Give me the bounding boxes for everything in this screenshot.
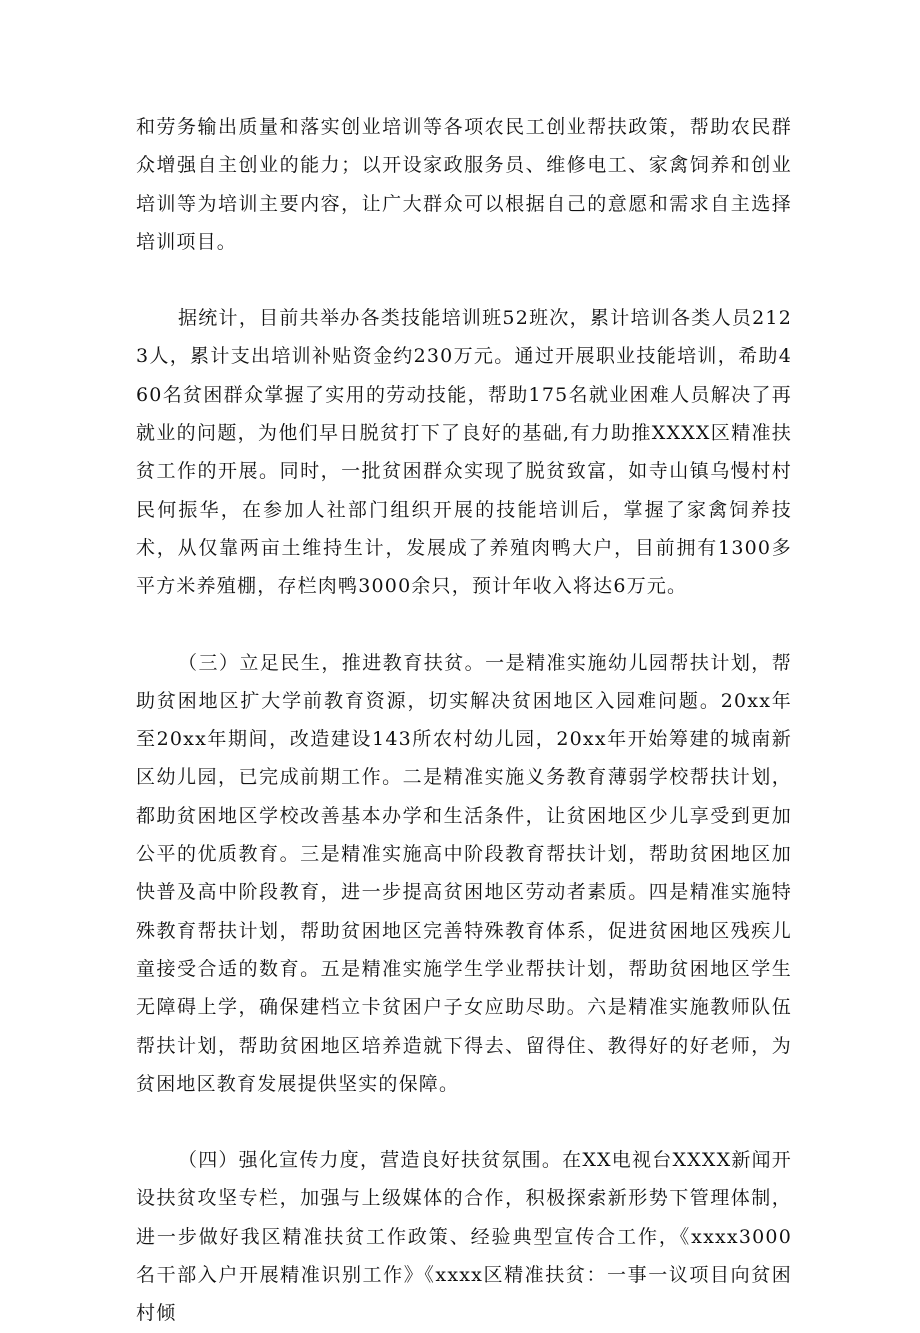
paragraph-gap — [136, 261, 792, 299]
document-body — [136, 108, 792, 1333]
paragraph-gap — [136, 1103, 792, 1141]
paragraph-gap — [136, 606, 792, 644]
paragraph-education-poverty: （三）立足民生，推进教育扶贫。一是精准实施幼儿园帮扶计划，帮助贫困地区扩大学前教育资源，切实解决贫困地区入园难问题。20xx年至20xx年期间，改造建设143所农村幼儿园，20xx年开始筹建的城南新区幼儿园，已完成前期工作。二是精准实施义务教育薄弱学校帮扶计划，都助贫困地区学校改善基本办学和生活条件，让贫困地区少儿享受到更加公平的优质教育。三是精准实施高中阶段教育帮扶计划，帮助贫困地区加快普及高中阶段教育，进一步提高贫困地区劳动者素质。四是精准实施特殊教育帮扶计划，帮助贫困地区完善特殊教育体系，促进贫困地区残疾儿童接受合适的数育。五是精准实施学生学业帮扶计划，帮助贫困地区学生无障碍上学，确保建档立卡贫困户子女应助尽助。六是精准实施教师队伍帮扶计划，帮助贫困地区培养造就下得去、留得住、教得好的好老师，为贫困地区教育发展提供坚实的保障。 — [136, 651, 792, 1095]
paragraph-statistics: 据统计，目前共举办各类技能培训班52班次，累计培训各类人员2123人，累计支出培训补贴资金约230万元。通过开展职业技能培训，希助460名贫困群众掌握了实用的劳动技能，帮助175名就业困难人员解决了再就业的问题，为他们早日脱贫打下了良好的基础,有力助推XXXX区精准扶贫工作的开展。同时，一批贫困群众实现了脱贫致富，如寺山镇乌慢村村民何振华，在参加人社部门组织开展的技能培训后，掌握了家禽饲养技术，从仅靠两亩土维持生计，发展成了养殖肉鸭大户，目前拥有1300多平方米养殖棚，存栏肉鸭3000余只，预计年收入将达6万元。 — [136, 307, 792, 598]
paragraph-publicity: （四）强化宣传力度，营造良好扶贫氛围。在XX电视台XXXX新闻开设扶贫攻坚专栏，加强与上级媒体的合作，积极探索新形势下管理体制，进一步做好我区精准扶贫工作政策、经验典型宣传合工作，《xxxx3000名干部入户开展精准识别工作》《xxxx区精准扶贫：一事一议项目向贫困村倾 — [136, 1149, 792, 1325]
paragraph-training-policy: 和劳务输出质量和落实创业培训等各项农民工创业帮扶政策，帮助农民群众增强自主创业的能力；以开设家政服务员、维修电工、家禽饲养和创业培训等为培训主要内容，让广大群众可以根据自己的意愿和需求自主选择培训项目。 — [136, 116, 792, 253]
